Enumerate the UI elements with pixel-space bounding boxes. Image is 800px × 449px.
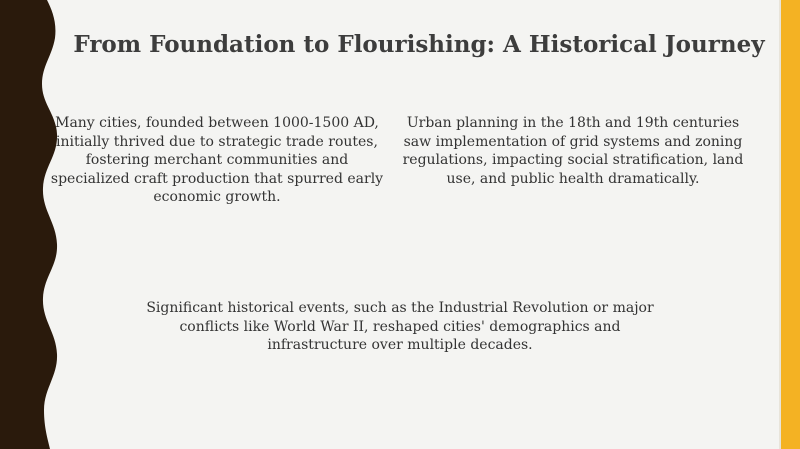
paragraph-founding: Many cities, founded between 1000-1500 AD, initially thrived due to strategic trade routes, fostering merchant communities and specialized craft production that spurred early economic growth. [50, 115, 384, 205]
slide-title: From Foundation to Flourishing: A Historical Journey [73, 31, 765, 58]
paragraph-urban-planning: Urban planning in the 18th and 19th centuries saw implementation of grid systems and zoning regulations, impacting social stratification, land use, and public health dramatically. [402, 115, 744, 187]
wavy-edge-shape [0, 0, 57, 449]
accent-bar-right [781, 0, 800, 449]
paragraph-historical-events: Significant historical events, such as the Industrial Revolution or major conflicts like World War II, reshaped cities' demographics and infrastructure over multiple decades. [146, 300, 654, 353]
wavy-left-border [0, 0, 80, 449]
